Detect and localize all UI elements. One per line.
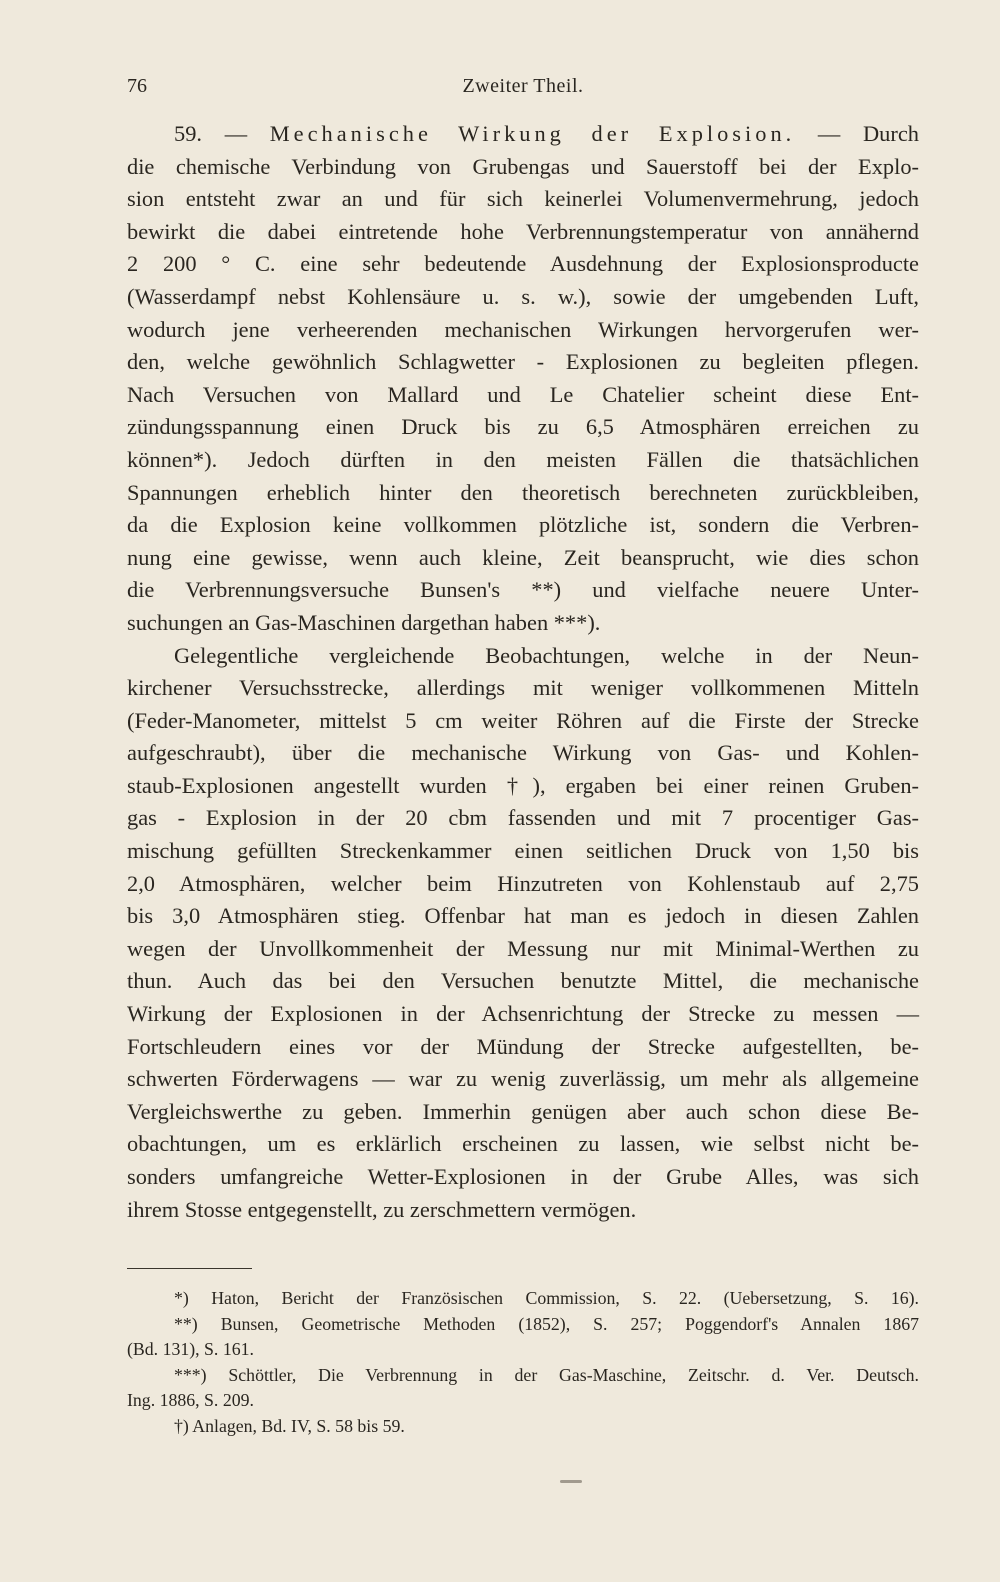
text-line: thun. Auch das bei den Versuchen benutzte Mittel, die mechanische bbox=[127, 968, 919, 994]
text-line: schwerten Förderwagens — war zu wenig zuverlässig, um mehr als allgemeine bbox=[127, 1066, 919, 1092]
text-line: gas - Explosion in der 20 cbm fassenden und mit 7 procentiger Gas- bbox=[127, 805, 919, 831]
text-line: suchungen an Gas-Maschinen dargethan haben ***). bbox=[127, 609, 601, 635]
footnote-line: †) Anlagen, Bd. IV, S. 58 bis 59. bbox=[174, 1415, 405, 1436]
text-line: Nach Versuchen von Mallard und Le Chatelier scheint diese Ent- bbox=[127, 381, 919, 407]
text-line: aufgeschraubt), über die mechanische Wirkung von Gas- und Kohlen- bbox=[127, 740, 919, 766]
section-heading-line bbox=[127, 118, 919, 151]
text-line: sonders umfangreiche Wetter-Explosionen in der Grube Alles, was sich bbox=[127, 1164, 919, 1189]
main-text bbox=[127, 118, 919, 1226]
text-line: nung eine gewisse, wenn auch kleine, Zeit beansprucht, wie dies schon bbox=[127, 544, 919, 570]
section-number: 59. bbox=[174, 121, 202, 146]
page-number: 76 bbox=[127, 75, 147, 97]
text-line: wegen der Unvollkommenheit der Messung nur mit Minimal-Werthen zu bbox=[127, 935, 919, 961]
text-line: 2 200 ° C. eine sehr bedeutende Ausdehnung der Explosionsproducte bbox=[127, 251, 919, 277]
text-line: sion entsteht zwar an und für sich keinerlei Volumenvermehrung, jedoch bbox=[127, 186, 919, 212]
text-line: die Verbrennungsversuche Bunsen's **) und vielfache neuere Unter- bbox=[127, 577, 919, 603]
text-line: 2,0 Atmosphären, welcher beim Hinzutreten von Kohlenstaub auf 2,75 bbox=[127, 870, 919, 896]
text-line: Fortschleudern eines vor der Mündung der Strecke aufgestellten, be- bbox=[127, 1033, 919, 1059]
footnote-line: Ing. 1886, S. 209. bbox=[127, 1390, 254, 1411]
text-line: (Wasserdampf nebst Kohlensäure u. s. w.), sowie der umgebenden Luft, bbox=[127, 283, 919, 309]
text-line: Wirkung der Explosionen in der Achsenrichtung der Strecke zu messen — bbox=[127, 1001, 919, 1027]
text-line: wodurch jene verheerenden mechanischen Wirkungen hervorgerufen wer- bbox=[127, 316, 919, 342]
footnotes bbox=[127, 1286, 919, 1440]
text-line: zündungsspannung einen Druck bis zu 6,5 Atmosphären erreichen zu bbox=[127, 414, 919, 440]
ink-smudge bbox=[560, 1480, 582, 1483]
footnote-line: **) Bunsen, Geometrische Methoden (1852), S. 257; Poggendorf's Annalen 1867 bbox=[174, 1313, 919, 1334]
footnote-line: *) Haton, Bericht der Französischen Commission, S. 22. (Uebersetzung, S. 16). bbox=[174, 1288, 919, 1308]
text-line: — Durch bbox=[817, 121, 919, 146]
page-header bbox=[127, 70, 919, 102]
heading-dash: — bbox=[224, 121, 248, 146]
text-line: Gelegentliche vergleichende Beobachtungen, welche in der Neun- bbox=[174, 642, 919, 668]
text-line: obachtungen, um es erklärlich erscheinen zu lassen, wie selbst nicht be- bbox=[127, 1131, 919, 1157]
footnote-line: ***) Schöttler, Die Verbrennung in der Gas-Maschine, Zeitschr. d. Ver. Deutsch. bbox=[174, 1364, 919, 1385]
text-line: ihrem Stosse entgegenstellt, zu zerschmettern vermögen. bbox=[127, 1196, 637, 1222]
text-line: die chemische Verbindung von Grubengas und Sauerstoff bei der Explo- bbox=[127, 153, 919, 179]
text-line: Spannungen erheblich hinter den theoretisch berechneten zurückbleiben, bbox=[127, 479, 919, 505]
text-line: den, welche gewöhnlich Schlagwetter - Explosionen zu begleiten pflegen. bbox=[127, 349, 919, 375]
section-title: Mechanische Wirkung der Explosion. bbox=[269, 121, 796, 146]
running-head: Zweiter Theil. bbox=[462, 75, 584, 97]
text-line: bis 3,0 Atmosphären stieg. Offenbar hat man es jedoch in diesen Zahlen bbox=[127, 903, 919, 929]
footnote-line: (Bd. 131), S. 161. bbox=[127, 1339, 254, 1360]
text-line: mischung gefüllten Streckenkammer einen seitlichen Druck von 1,50 bis bbox=[127, 838, 919, 864]
text-line: staub-Explosionen angestellt wurden †), ergaben bei einer reinen Gruben- bbox=[127, 772, 919, 798]
text-line: kirchener Versuchsstrecke, allerdings mit weniger vollkommenen Mitteln bbox=[127, 675, 919, 701]
text-line: Vergleichswerthe zu geben. Immerhin genügen aber auch schon diese Be- bbox=[127, 1098, 919, 1124]
footnote-divider bbox=[127, 1268, 252, 1269]
text-line: bewirkt die dabei eintretende hohe Verbrennungstemperatur von annähernd bbox=[127, 218, 919, 244]
text-line: können*). Jedoch dürften in den meisten Fällen die thatsächlichen bbox=[127, 446, 919, 472]
text-line: (Feder-Manometer, mittelst 5 cm weiter Röhren auf die Firste der Strecke bbox=[127, 707, 919, 733]
text-line: da die Explosion keine vollkommen plötzliche ist, sondern die Verbren- bbox=[127, 512, 919, 538]
